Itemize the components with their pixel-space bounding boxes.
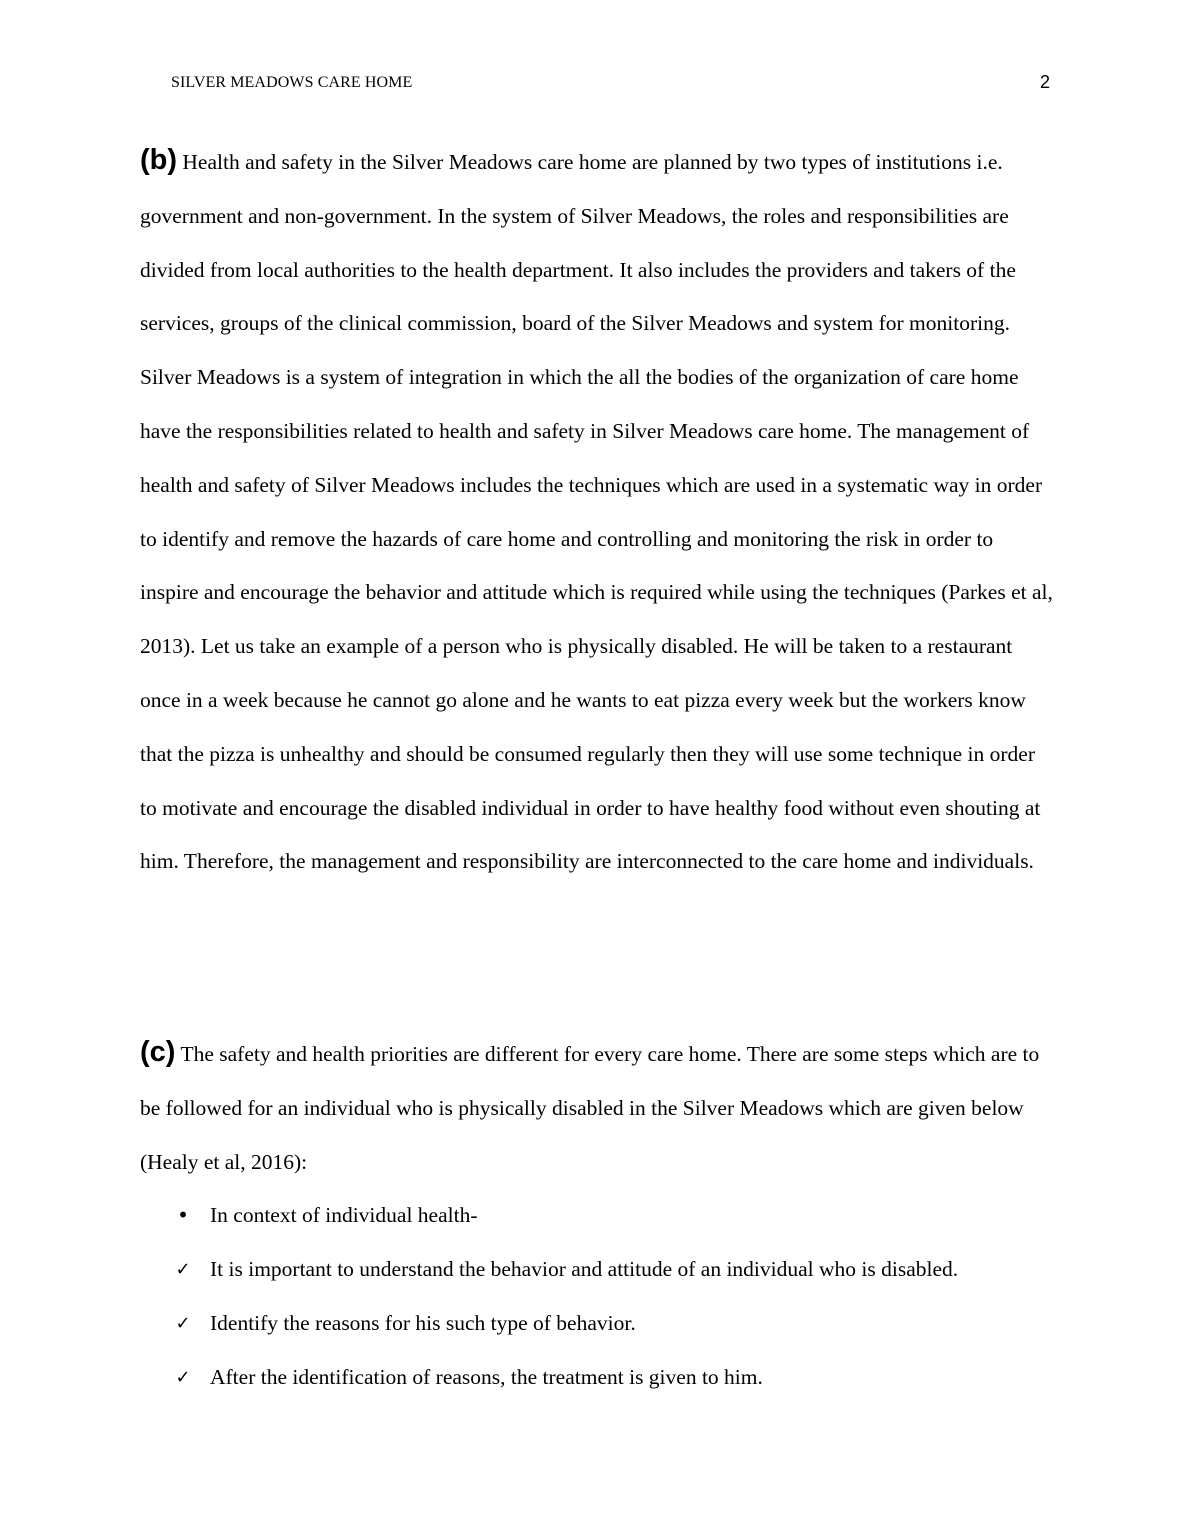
section-b: [140, 134, 1055, 889]
bullet-icon: •: [177, 1203, 189, 1228]
section-b-text: Health and safety in the Silver Meadows care home are planned by two types of institutions i.e. government and non-government. In the system of Silver Meadows, the roles and responsibilities are divided from local authorities to the health department. It also includes the providers and takers of the services, groups of the clinical commission, board of the Silver Meadows and system for monitoring. Silver Meadows is a system of integration in which the all the bodies of the organization of care home have the responsibilities related to health and safety in Silver Meadows care home. The management of health and safety of Silver Meadows includes the techniques which are used in a systematic way in order to identify and remove the hazards of care home and controlling and monitoring the risk in order to inspire and encourage the behavior and attitude which is required while using the techniques (Parkes et al, 2013). Let us take an example of a person who is physically disabled. He will be taken to a restaurant once in a week because he cannot go alone and he wants to eat pizza every week but the workers know that the pizza is unhealthy and should be consumed regularly then they will use some technique in order to motivate and encourage the disabled individual in order to have healthy food without even shouting at him. Therefore, the management and responsibility are interconnected to the care home and individuals.: [140, 150, 1053, 874]
section-b-label: (b): [140, 144, 178, 176]
list-item-text: It is important to understand the behavior and attitude of an individual who is disabled.: [210, 1257, 959, 1282]
section-c-label: (c): [140, 1036, 176, 1068]
page-number: 2: [1039, 72, 1050, 92]
list-item-text: Identify the reasons for his such type of behavior.: [210, 1310, 636, 1335]
list-item-text: In context of individual health-: [210, 1203, 478, 1228]
list-item: [140, 1243, 1055, 1297]
checkmark-icon: ✓: [175, 1312, 191, 1334]
list-item: [140, 1189, 1055, 1243]
list-item-text: After the identification of reasons, the treatment is given to him.: [210, 1364, 763, 1389]
section-b-paragraph: [140, 134, 1055, 889]
running-head: SILVER MEADOWS CARE HOME: [171, 74, 413, 91]
steps-list: [140, 1189, 1055, 1404]
list-item: [140, 1351, 1055, 1405]
checkmark-icon: ✓: [175, 1366, 191, 1388]
checkmark-icon: ✓: [175, 1259, 191, 1281]
section-c-text: The safety and health priorities are different for every care home. There are some steps which are to be followed for an individual who is physically disabled in the Silver Meadows which are given below (Healy et al, 2016):: [140, 1042, 1040, 1174]
list-item: [140, 1297, 1055, 1351]
section-c-paragraph: [140, 1026, 1055, 1189]
section-c: [140, 1026, 1055, 1405]
